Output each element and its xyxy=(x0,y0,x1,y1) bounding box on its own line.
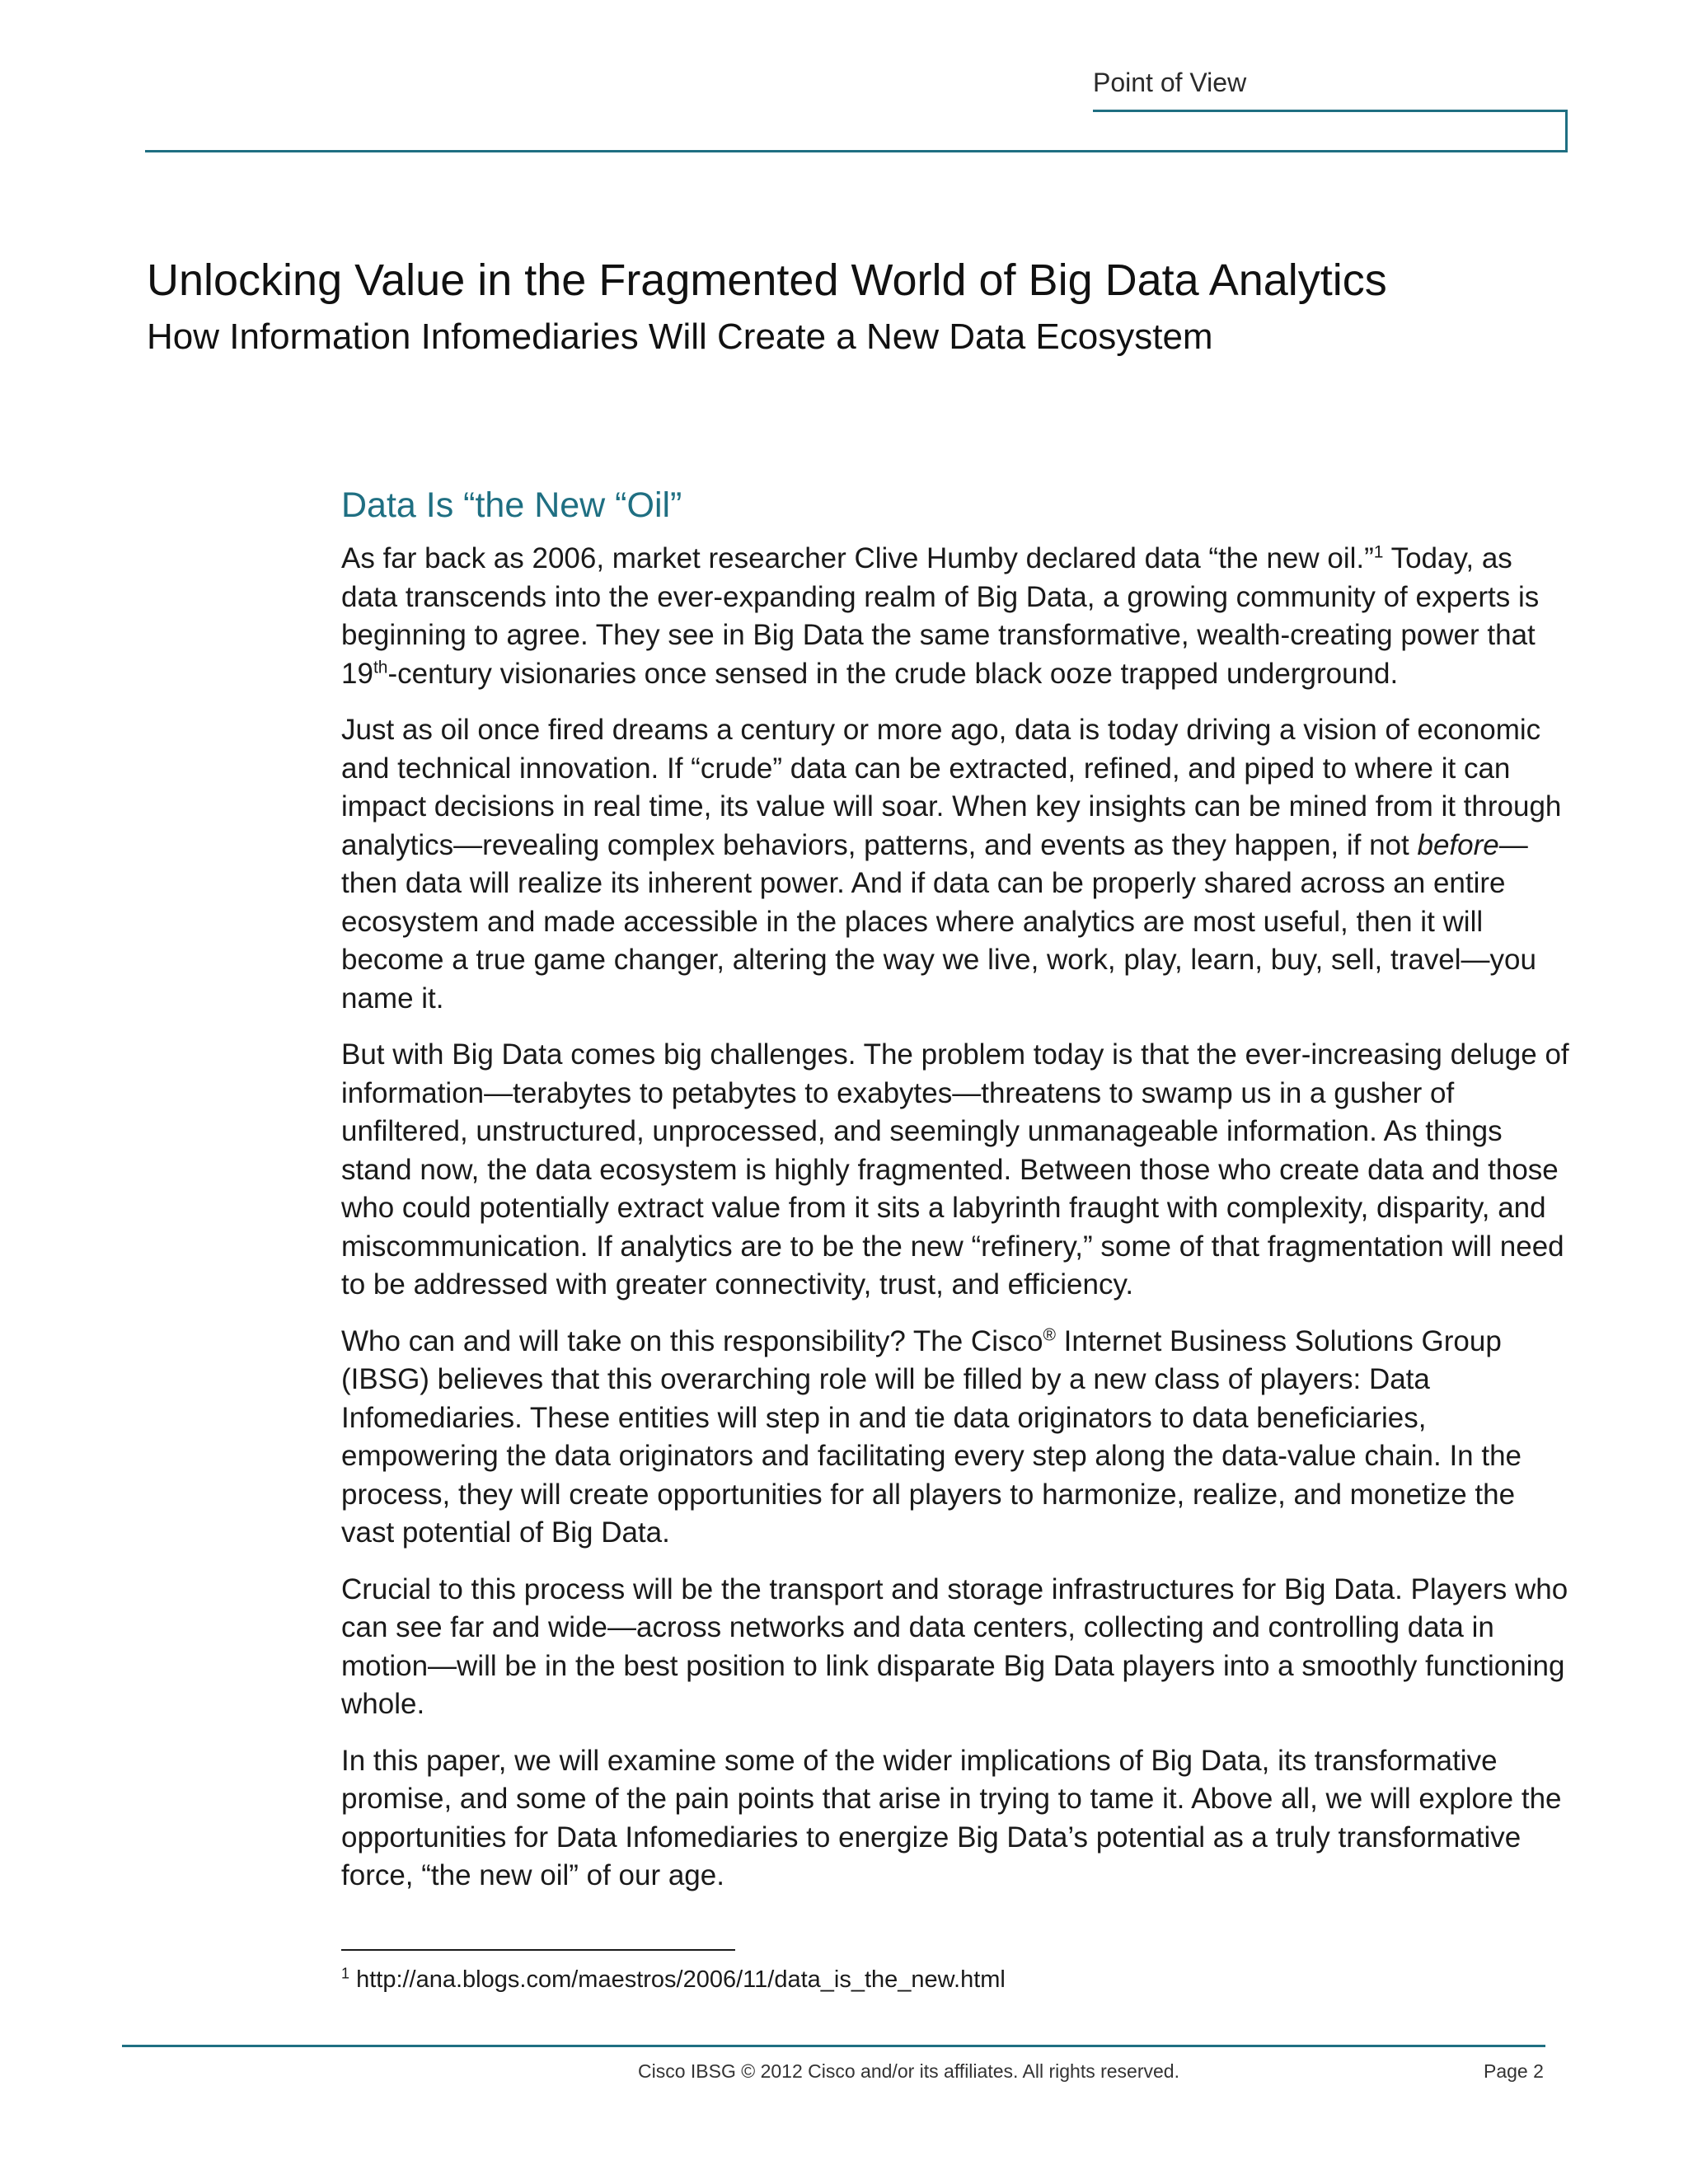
footer-copyright: Cisco IBSG © 2012 Cisco and/or its affiliates. All rights reserved. xyxy=(638,2060,1179,2082)
paragraph-2-text-a: Just as oil once fired dreams a century or more ago, data is today driving a vision of economic and technical innovation. If “crude” data can be extracted, refined, and piped to where it can impact decisions in real time, its value will soar. When key insights can be mined from it through analytics—revealing complex behaviors, patterns, and events as they happen, if not xyxy=(341,714,1562,861)
paragraph-5: Crucial to this process will be the transport and storage infrastructures for Big Data. Players who can see far and wide—across networks and data centers, collecting and controlling data in motion—will be in the best position to link disparate Big Data players into a smoothly functioning whole. xyxy=(341,1572,1568,1720)
footnote-number: 1 xyxy=(341,1965,350,1982)
paragraph-4-text-a: Who can and will take on this responsibility? The Cisco xyxy=(341,1324,1043,1357)
header-box-rule xyxy=(1093,110,1568,152)
registered-mark: ® xyxy=(1043,1324,1056,1344)
footer-page-number: Page 2 xyxy=(1484,2060,1544,2082)
page-title: Unlocking Value in the Fragmented World of Big Data Analytics xyxy=(147,255,1387,305)
paragraph-4-text-b: Internet Business Solutions Group (IBSG) believes that this overarching role will be filled by a new class of players: Data Infomediaries. These entities will step in and tie data originators to data beneficiaries, empowering the data originators and facilitating every step along the data-value chain. In the process, they will create opportunities for all players to harmonize, realize, and monetize the vast potential of Big Data. xyxy=(341,1324,1522,1549)
footnote-rule xyxy=(341,1949,735,1951)
paragraph-2-text-b: —then data will realize its inherent power. And if data can be properly shared across an entire ecosystem and made accessible in the places where analytics are most useful, then it will become a true game changer, altering the way we live, work, play, learn, buy, sell, travel—you name it. xyxy=(341,828,1536,1015)
paragraph-1 xyxy=(341,540,1569,693)
section-heading: Data Is “the New “Oil” xyxy=(341,485,682,525)
paragraph-1-text-a: As far back as 2006, market researcher Clive Humby declared data “the new oil.” xyxy=(341,542,1374,574)
footnote-link[interactable]: http://ana.blogs.com/maestros/2006/11/data_is_the_new.html xyxy=(349,1966,1006,1993)
paragraph-3: But with Big Data comes big challenges. The problem today is that the ever-increasing deluge of information—terabytes to petabytes to exabytes—threatens to swamp us in a gusher of unfiltered, unstructured, unprocessed, and seemingly unmanageable information. As things stand now, the data ecosystem is highly fragmented. Between those who create data and those who could potentially extract value from it sits a labyrinth fraught with complexity, disparity, and miscommunication. If analytics are to be the new “refinery,” some of that fragmentation will need to be addressed with greater connectivity, trust, and efficiency. xyxy=(341,1038,1569,1301)
header-label: Point of View xyxy=(1093,68,1247,97)
paragraph-6: In this paper, we will examine some of the wider implications of Big Data, its transformative promise, and some of the pain points that arise in trying to tame it. Above all, we will explore the opportunities for Data Infomediaries to energize Big Data’s potential as a truly transformative force, “the new oil” of our age. xyxy=(341,1744,1562,1891)
body-text xyxy=(341,540,1569,1914)
paragraph-1-text-c: -century visionaries once sensed in the crude black ooze trapped underground. xyxy=(387,657,1399,690)
ordinal-suffix: th xyxy=(373,657,388,677)
paragraph-4 xyxy=(341,1323,1569,1553)
paragraph-2 xyxy=(341,711,1569,1018)
page-subtitle: How Information Infomediaries Will Create a New Data Ecosystem xyxy=(147,316,1213,357)
paragraph-1-text-b: Today, as data transcends into the ever-expanding realm of Big Data, a growing community of experts is beginning to agree. They see in Big Data the same transformative, wealth-creating power that 19 xyxy=(341,542,1540,690)
header-divider xyxy=(145,150,1568,152)
footnote xyxy=(341,1966,1006,1994)
footer-divider xyxy=(122,2045,1545,2047)
footnote-ref: 1 xyxy=(1373,542,1384,562)
paragraph-2-emphasis: before xyxy=(1417,828,1499,861)
